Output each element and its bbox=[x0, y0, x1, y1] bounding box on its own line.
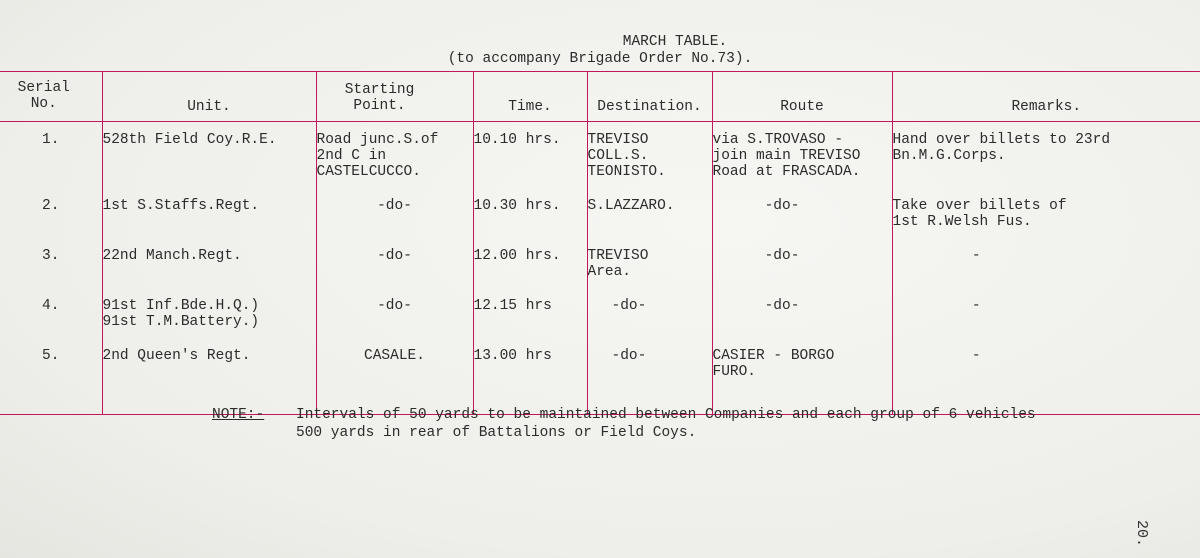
cell-serial: 3. bbox=[42, 248, 60, 264]
cell-time: 10.10 hrs. bbox=[473, 122, 587, 189]
cell-remarks: - bbox=[892, 288, 1200, 338]
cell-unit: 2nd Queen's Regt. bbox=[102, 338, 316, 414]
cell-serial: 4. bbox=[42, 298, 60, 314]
table-row bbox=[0, 238, 1200, 288]
march-table-title bbox=[0, 34, 1200, 68]
cell-starting-point: CASALE. bbox=[316, 338, 473, 414]
table-row bbox=[0, 122, 1200, 189]
cell-unit: 1st S.Staffs.Regt. bbox=[102, 188, 316, 238]
cell-starting-point: -do- bbox=[316, 238, 473, 288]
cell-serial: 5. bbox=[42, 348, 60, 364]
cell-time: 10.30 hrs. bbox=[473, 188, 587, 238]
cell-unit: 22nd Manch.Regt. bbox=[102, 238, 316, 288]
table-header-row bbox=[0, 72, 1200, 122]
title-line-2: (to accompany Brigade Order No.73). bbox=[447, 51, 753, 67]
march-table bbox=[0, 71, 1200, 415]
header-destination: Destination. bbox=[587, 72, 712, 122]
cell-remarks: Hand over billets to 23rd Bn.M.G.Corps. bbox=[892, 122, 1200, 189]
cell-unit: 528th Field Coy.R.E. bbox=[102, 122, 316, 189]
page-number: 20. bbox=[1133, 520, 1150, 548]
cell-destination: -do- bbox=[587, 338, 712, 414]
cell-time: 12.00 hrs. bbox=[473, 238, 587, 288]
header-starting-point: Starting Point. bbox=[316, 72, 473, 122]
title-line-1: MARCH TABLE. bbox=[622, 34, 728, 50]
cell-destination: S.LAZZARO. bbox=[587, 188, 712, 238]
header-time: Time. bbox=[473, 72, 587, 122]
table-row bbox=[0, 188, 1200, 238]
cell-route: -do- bbox=[712, 288, 892, 338]
cell-starting-point: Road junc.S.of 2nd C in CASTELCUCCO. bbox=[316, 122, 473, 189]
cell-destination: TREVISO Area. bbox=[587, 238, 712, 288]
cell-destination: TREVISO COLL.S. TEONISTO. bbox=[587, 122, 712, 189]
note-label: NOTE:- bbox=[212, 407, 265, 423]
cell-route: CASIER - BORGO FURO. bbox=[712, 338, 892, 414]
table-row bbox=[0, 338, 1200, 414]
cell-time: 13.00 hrs bbox=[473, 338, 587, 414]
cell-remarks: - bbox=[892, 338, 1200, 414]
cell-route: -do- bbox=[712, 238, 892, 288]
cell-route: via S.TROVASO - join main TREVISO Road at FRASCADA. bbox=[712, 122, 892, 189]
cell-time: 12.15 hrs bbox=[473, 288, 587, 338]
header-serial: Serial No. bbox=[17, 80, 70, 112]
cell-serial: 2. bbox=[42, 198, 60, 214]
cell-destination: -do- bbox=[587, 288, 712, 338]
note-text: Intervals of 50 yards to be maintained between Companies and each group of 6 vehicles 500 yards in rear of Battalions or Field Coys. bbox=[296, 407, 1036, 441]
header-remarks: Remarks. bbox=[892, 72, 1200, 122]
cell-remarks: - bbox=[892, 238, 1200, 288]
cell-route: -do- bbox=[712, 188, 892, 238]
header-route: Route bbox=[712, 72, 892, 122]
cell-starting-point: -do- bbox=[316, 188, 473, 238]
table-row bbox=[0, 288, 1200, 338]
cell-unit: 91st Inf.Bde.H.Q.) 91st T.M.Battery.) bbox=[102, 288, 316, 338]
cell-starting-point: -do- bbox=[316, 288, 473, 338]
cell-serial: 1. bbox=[42, 132, 60, 148]
cell-remarks: Take over billets of 1st R.Welsh Fus. bbox=[892, 188, 1200, 238]
header-unit: Unit. bbox=[102, 72, 316, 122]
